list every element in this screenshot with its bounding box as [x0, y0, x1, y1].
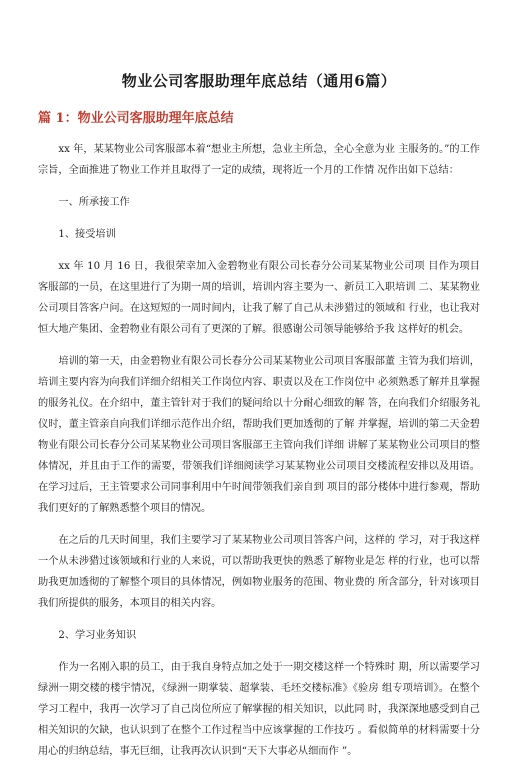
document-title: 物业公司客服助理年底总结（通用6篇） — [121, 72, 397, 90]
heading-received-work: 一、所承接工作 — [58, 197, 130, 208]
section-title: 篇 1：物业公司客服助理年底总结 — [38, 111, 234, 126]
heading-business-knowledge: 2、学习业务知识 — [58, 630, 137, 641]
paragraph-learning: 作为一名刚入职的员工，由于我自身特点加之处于一期交楼这样一个特殊时 期，所以需要学习绿洲一期交楼的楼宇情况，《绿洲一期掌装、超掌装、毛坯交楼标准》《验房 组专项培训》。在整个学习工程中，我再一次学习了自己岗位所应了解掌握的相关知识，以此同 时，我深深地感受到自己相关知识的欠缺，也认识到了在整个工作过程当中应该掌握的工作技巧 。看似简单的材料需要十分用心的归纳总结，事无巨细，让我再次认识到“天下大事必从细而作 ”。 — [38, 662, 480, 757]
intro-paragraph: xx 年，某某物业公司客服部本着“想业主所想，急业主所急，全心全意为业 主服务的。”的工作宗旨，全面推进了物业工作并且取得了一定的成绩，现将近一个月的工作情 况作出如下总结： — [38, 144, 480, 176]
paragraph-joining: xx 年 10 月 16 日，我很荣幸加入金碧物业有限公司长春分公司某某物业公司项 目作为项目客服部的一员，在这里进行了为期一周的培训，培训内容主要为一、新员工入职培训 二、某某物业公司项目答客户问。在这短短的一周时间内，让我了解了自己从未涉猎过的领域和 行业，也让我对恒大地产集团、金碧物业有限公司有了更深的了解。很感谢公司领导能够给予我 这样好的机会。 — [38, 261, 480, 335]
heading-training: 1、接受培训 — [58, 229, 116, 240]
paragraph-following-days: 在之后的几天时间里，我们主要学习了某某物业公司项目答客户问，这样的 学习，对于我这样一个从未涉猎过该领域和行业的人来说，可以帮助我更快的熟悉了解物业是怎 样的行业，也可以帮助我更加透彻的了解整个项目的具体情况，例如物业服务的范围、物业费的 所含部分，针对该项目我们所提供的服务，本项目的相关内容。 — [38, 535, 480, 609]
paragraph-first-day-training: 培训的第一天，由金碧物业有限公司长春分公司某某物业公司项目客服部董 主管为我们培训，培训主要内容为向我们详细介绍相关工作岗位内容、职责以及在工作岗位中 必须熟悉了解并且掌握的服务礼仪。在介绍中，董主管针对于我们的疑问给以十分耐心细致的解 答，在向我们介绍服务礼仪时，董主管亲自向我们详细示范作出介绍，帮助我们更加透彻的了解 并掌握，培训的第二天金碧物业有限公司长春分公司某某物业公司项目客服部王主管向我们详细 讲解了某某物业公司项目的整体情况，并且由于工作的需要，带领我们详细阅读学习某某物业公司项目交楼流程安排以及用语。在学习过后，王主管要求公司同事利用中午时间带领我们亲自到 项目的部分楼体中进行参观，帮助我们更好的了解熟悉整个项目的情况。 — [38, 356, 480, 514]
